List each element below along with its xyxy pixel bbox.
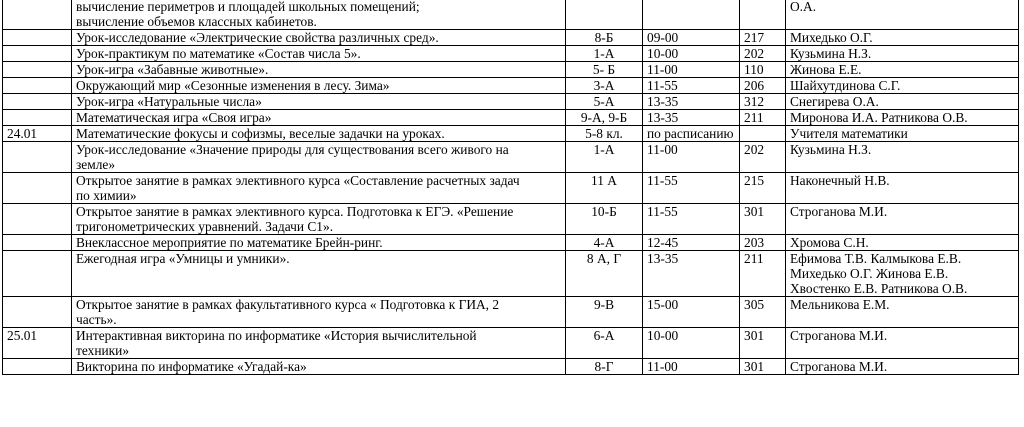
date-cell: 25.01 <box>3 328 72 359</box>
date-cell <box>3 62 72 78</box>
event-cell <box>72 46 566 62</box>
room-cell: 301 <box>740 328 786 359</box>
date-cell <box>3 173 72 204</box>
event-text-line: Урок-исследование «Значение природы для существования всего живого на <box>76 142 509 157</box>
table-row <box>3 126 1019 142</box>
event-text-line: Урок-игра «Забавные животные». <box>76 62 269 77</box>
class-cell: 8 А, Г <box>566 251 643 297</box>
event-text-line: Открытое занятие в рамках элективного курса «Составление расчетных задач <box>76 173 520 188</box>
date-cell <box>3 30 72 46</box>
time-cell: по расписанию <box>643 126 740 142</box>
date-cell <box>3 78 72 94</box>
table-row <box>3 46 1019 62</box>
event-cell <box>72 142 566 173</box>
room-cell <box>740 126 786 142</box>
table-row <box>3 359 1019 375</box>
event-cell <box>72 62 566 78</box>
event-text-line: Ежегодная игра «Умницы и умники». <box>76 251 290 266</box>
time-cell <box>643 0 740 30</box>
event-text-line: Интерактивная викторина по информатике «История вычислительной <box>76 328 477 343</box>
class-cell: 6-А <box>566 328 643 359</box>
time-cell: 10-00 <box>643 46 740 62</box>
event-cell <box>72 251 566 297</box>
time-cell: 11-55 <box>643 78 740 94</box>
time-cell: 11-55 <box>643 204 740 235</box>
room-cell: 305 <box>740 297 786 328</box>
date-cell <box>3 251 72 297</box>
event-text-line: Математическая игра «Своя игра» <box>76 110 272 125</box>
table-row <box>3 142 1019 173</box>
event-text-line: Математические фокусы и софизмы, веселые задачки на уроках. <box>76 126 445 141</box>
room-cell: 215 <box>740 173 786 204</box>
class-cell: 9-В <box>566 297 643 328</box>
room-cell: 217 <box>740 30 786 46</box>
date-cell <box>3 359 72 375</box>
class-cell: 8-Б <box>566 30 643 46</box>
event-cell <box>72 30 566 46</box>
event-text-line: по химии» <box>76 188 137 203</box>
event-cell <box>72 78 566 94</box>
event-cell <box>72 110 566 126</box>
event-text-line: часть». <box>76 312 117 327</box>
class-cell: 5- Б <box>566 62 643 78</box>
room-cell: 202 <box>740 46 786 62</box>
event-cell <box>72 173 566 204</box>
class-cell: 8-Г <box>566 359 643 375</box>
class-cell: 5-А <box>566 94 643 110</box>
room-cell: 301 <box>740 204 786 235</box>
room-cell: 206 <box>740 78 786 94</box>
room-cell: 202 <box>740 142 786 173</box>
table-row <box>3 251 1019 297</box>
teacher-cell: Строганова М.И. <box>786 328 1019 359</box>
table-row <box>3 204 1019 235</box>
teacher-cell: Кузьмина Н.З. <box>786 46 1019 62</box>
event-cell <box>72 328 566 359</box>
teacher-cell: Наконечный Н.В. <box>786 173 1019 204</box>
event-cell <box>72 204 566 235</box>
room-cell: 312 <box>740 94 786 110</box>
class-cell: 9-А, 9-Б <box>566 110 643 126</box>
class-cell <box>566 0 643 30</box>
time-cell: 13-35 <box>643 251 740 297</box>
event-text-line: вычисление объемов классных кабинетов. <box>76 14 317 29</box>
time-cell: 15-00 <box>643 297 740 328</box>
event-text-line: Открытое занятие в рамках факультативного курса « Подготовка к ГИА, 2 <box>76 297 500 312</box>
event-text-line: Урок-игра «Натуральные числа» <box>76 94 262 109</box>
event-text-line: Викторина по информатике «Угадай-ка» <box>76 359 307 374</box>
teacher-cell: Ефимова Т.В. Калмыкова Е.В. Михедько О.Г. Жинова Е.В. Хвостенко Е.В. Ратникова О.В. <box>786 251 1019 297</box>
time-cell: 10-00 <box>643 328 740 359</box>
time-cell: 12-45 <box>643 235 740 251</box>
date-cell <box>3 94 72 110</box>
date-cell <box>3 142 72 173</box>
date-cell <box>3 0 72 30</box>
time-cell: 13-35 <box>643 110 740 126</box>
teacher-cell: Миронова И.А. Ратникова О.В. <box>786 110 1019 126</box>
event-text-line: вычисление периметров и площадей школьных помещений; <box>76 0 420 14</box>
room-cell: 211 <box>740 110 786 126</box>
class-cell: 3-А <box>566 78 643 94</box>
time-cell: 11-00 <box>643 62 740 78</box>
class-cell: 5-8 кл. <box>566 126 643 142</box>
table-row <box>3 30 1019 46</box>
room-cell: 110 <box>740 62 786 78</box>
teacher-cell: Шайхутдинова С.Г. <box>786 78 1019 94</box>
event-text-line: Урок-исследование «Электрические свойства различных сред». <box>76 30 439 45</box>
table-row <box>3 62 1019 78</box>
event-text-line: Окружающий мир «Сезонные изменения в лесу. Зима» <box>76 78 390 93</box>
event-cell <box>72 94 566 110</box>
table-row <box>3 328 1019 359</box>
teacher-cell: Строганова М.И. <box>786 359 1019 375</box>
teacher-cell: Мельникова Е.М. <box>786 297 1019 328</box>
class-cell: 10-Б <box>566 204 643 235</box>
date-cell <box>3 204 72 235</box>
date-cell <box>3 110 72 126</box>
event-text-line: Урок-практикум по математике «Состав числа 5». <box>76 46 361 61</box>
event-cell <box>72 235 566 251</box>
date-cell <box>3 235 72 251</box>
room-cell: 203 <box>740 235 786 251</box>
teacher-cell: Кузьмина Н.З. <box>786 142 1019 173</box>
teacher-cell: Хромова С.Н. <box>786 235 1019 251</box>
teacher-cell: О.А. <box>786 0 1019 30</box>
event-text-line: тригонометрических уравнений. Задачи С1». <box>76 219 334 234</box>
time-cell: 13-35 <box>643 94 740 110</box>
table-row <box>3 235 1019 251</box>
class-cell: 4-А <box>566 235 643 251</box>
time-cell: 11-55 <box>643 173 740 204</box>
event-cell <box>72 297 566 328</box>
teacher-cell: Строганова М.И. <box>786 204 1019 235</box>
table-row <box>3 297 1019 328</box>
event-text-line: земле» <box>76 157 116 172</box>
table-row <box>3 110 1019 126</box>
event-text-line: Открытое занятие в рамках элективного курса. Подготовка к ЕГЭ. «Решение <box>76 204 514 219</box>
teacher-cell: Учителя математики <box>786 126 1019 142</box>
class-cell: 1-А <box>566 142 643 173</box>
class-cell: 11 А <box>566 173 643 204</box>
time-cell: 11-00 <box>643 142 740 173</box>
event-cell <box>72 359 566 375</box>
class-cell: 1-А <box>566 46 643 62</box>
table-row <box>3 94 1019 110</box>
table-row <box>3 78 1019 94</box>
event-text-line: Внеклассное мероприятие по математике Брейн-ринг. <box>76 235 383 250</box>
room-cell: 211 <box>740 251 786 297</box>
date-cell <box>3 297 72 328</box>
date-cell <box>3 46 72 62</box>
time-cell: 11-00 <box>643 359 740 375</box>
event-cell <box>72 0 566 30</box>
event-text-line: техники» <box>76 343 130 358</box>
teacher-cell: Жинова Е.Е. <box>786 62 1019 78</box>
date-cell: 24.01 <box>3 126 72 142</box>
room-cell <box>740 0 786 30</box>
table-row <box>3 0 1019 30</box>
room-cell: 301 <box>740 359 786 375</box>
time-cell: 09-00 <box>643 30 740 46</box>
table-row <box>3 173 1019 204</box>
event-cell <box>72 126 566 142</box>
teacher-cell: Снегирева О.А. <box>786 94 1019 110</box>
teacher-cell: Михедько О.Г. <box>786 30 1019 46</box>
schedule-table <box>2 0 1019 375</box>
